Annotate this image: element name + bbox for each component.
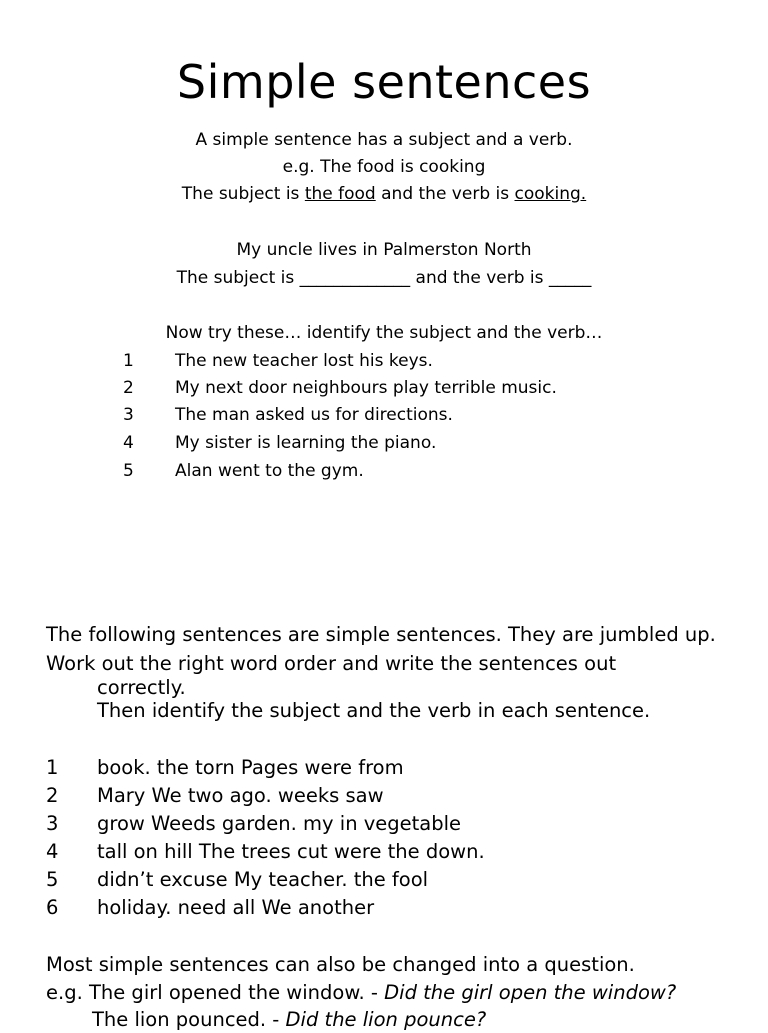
jumbled-instructions-2: Work out the right word order and write the sentences out [46,652,617,675]
exercise-prompt-pre: The subject is [176,268,300,288]
verb-blank: _____ [548,268,592,288]
item-number: 1 [46,756,59,779]
question-example-2-statement: The lion pounced. - [92,1008,286,1031]
item-text: grow Weeds garden. my in vegetable [97,812,462,835]
item-text: holiday. need all We another [97,896,375,919]
item-text: didn’t excuse My teacher. the fool [97,868,429,891]
item-text: Mary We two ago. weeks saw [97,784,384,807]
item-text: tall on hill The trees cut were the down. [97,840,485,863]
item-number: 2 [123,378,134,398]
item-number: 4 [123,433,134,453]
item-number: 5 [123,461,134,481]
item-number: 2 [46,784,59,807]
page-title: Simple sentences [176,55,592,109]
item-number: 5 [46,868,59,891]
item-number: 4 [46,840,59,863]
item-text: The new teacher lost his keys. [175,351,433,371]
item-text: My sister is learning the piano. [175,433,437,453]
exercise-prompt [0,267,768,289]
try-these-heading: Now try these… identify the subject and the verb… [165,323,603,343]
item-text: My next door neighbours play terrible music. [175,378,557,398]
item-text: Alan went to the gym. [175,461,364,481]
item-text: book. the torn Pages were from [97,756,404,779]
question-example-1 [46,980,676,1006]
item-text: The man asked us for directions. [175,405,453,425]
intro-example: e.g. The food is cooking [282,157,486,177]
item-number: 3 [46,812,59,835]
item-number: 3 [123,405,134,425]
intro-explanation-pre: The subject is [181,184,305,204]
subject-blank: _____________ [299,268,411,288]
intro-definition: A simple sentence has a subject and a verb. [195,130,573,150]
jumbled-instructions-3: correctly. [97,676,186,699]
jumbled-instructions-4: Then identify the subject and the verb in each sentence. [97,699,651,722]
intro-explanation [0,183,768,205]
exercise-prompt-mid: and the verb is [410,268,549,288]
intro-subject-example: the food [304,184,376,204]
question-example-2-question: Did the lion pounce? [285,1008,487,1031]
item-number: 1 [123,351,134,371]
intro-verb-example: cooking. [514,184,587,204]
item-number: 6 [46,896,59,919]
questions-intro: Most simple sentences can also be changed into a question. [46,953,635,976]
question-example-1-statement: e.g. The girl opened the window. - [46,981,385,1004]
exercise-sentence: My uncle lives in Palmerston North [236,240,532,260]
question-example-1-question: Did the girl open the window? [384,981,677,1004]
intro-explanation-mid: and the verb is [375,184,515,204]
question-example-2 [92,1007,486,1033]
jumbled-instructions-1: The following sentences are simple sentences. They are jumbled up. [46,623,716,646]
